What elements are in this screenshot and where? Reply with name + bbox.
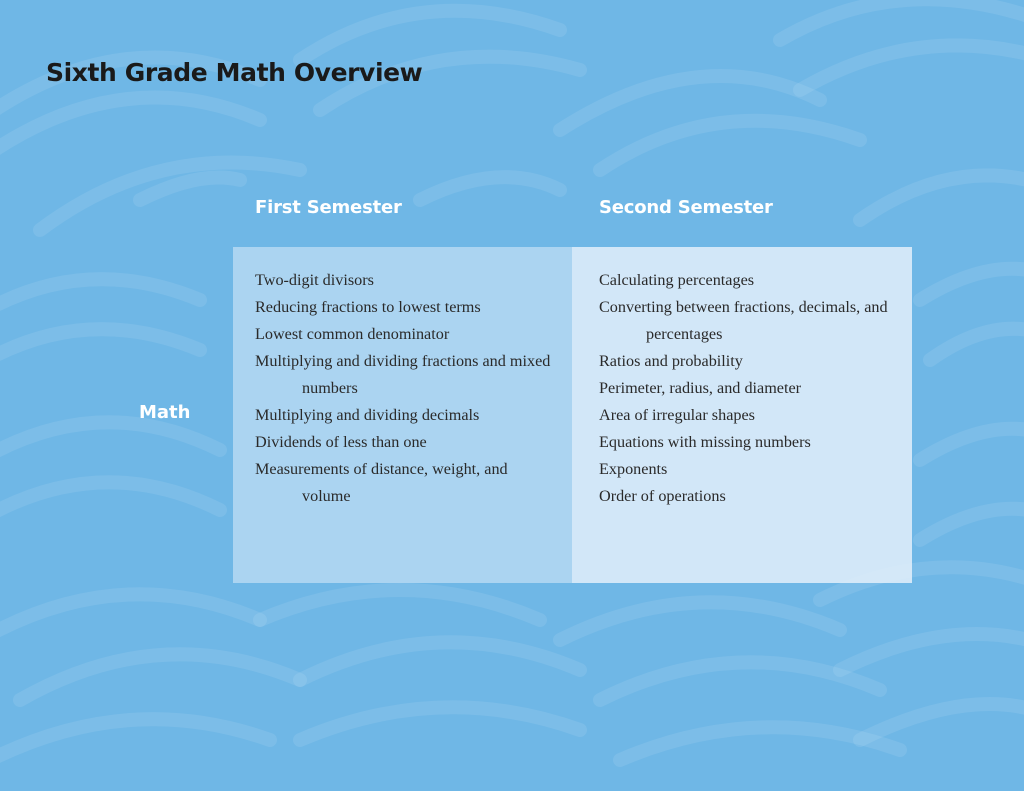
second-semester-topic-list bbox=[599, 267, 900, 510]
topic-item: Lowest common denominator bbox=[255, 325, 450, 343]
second-semester-panel bbox=[572, 247, 912, 583]
topic-item: Calculating percentages bbox=[599, 271, 755, 289]
topic-item: Equations with missing numbers bbox=[599, 433, 811, 451]
page-title: Sixth Grade Math Overview bbox=[46, 58, 423, 87]
topic-item: Ratios and probability bbox=[599, 352, 743, 370]
topic-item: Multiplying and dividing fractions and mixed numbers bbox=[255, 352, 551, 397]
topic-item: Order of operations bbox=[599, 487, 726, 505]
topic-item: Perimeter, radius, and diameter bbox=[599, 379, 802, 397]
topic-item: Converting between fractions, decimals, and percentages bbox=[599, 298, 888, 343]
topic-item: Two-digit divisors bbox=[255, 271, 374, 289]
first-semester-topic-list bbox=[255, 267, 558, 510]
topic-item: Reducing fractions to lowest terms bbox=[255, 298, 481, 316]
topic-item: Exponents bbox=[599, 460, 668, 478]
first-semester-panel bbox=[233, 247, 572, 583]
topic-item: Multiplying and dividing decimals bbox=[255, 406, 480, 424]
topic-item: Measurements of distance, weight, and volume bbox=[255, 460, 508, 505]
second-semester-header: Second Semester bbox=[599, 197, 773, 218]
row-label-math: Math bbox=[139, 402, 191, 423]
topic-item: Area of irregular shapes bbox=[599, 406, 755, 424]
first-semester-header: First Semester bbox=[255, 197, 402, 218]
topic-item: Dividends of less than one bbox=[255, 433, 427, 451]
